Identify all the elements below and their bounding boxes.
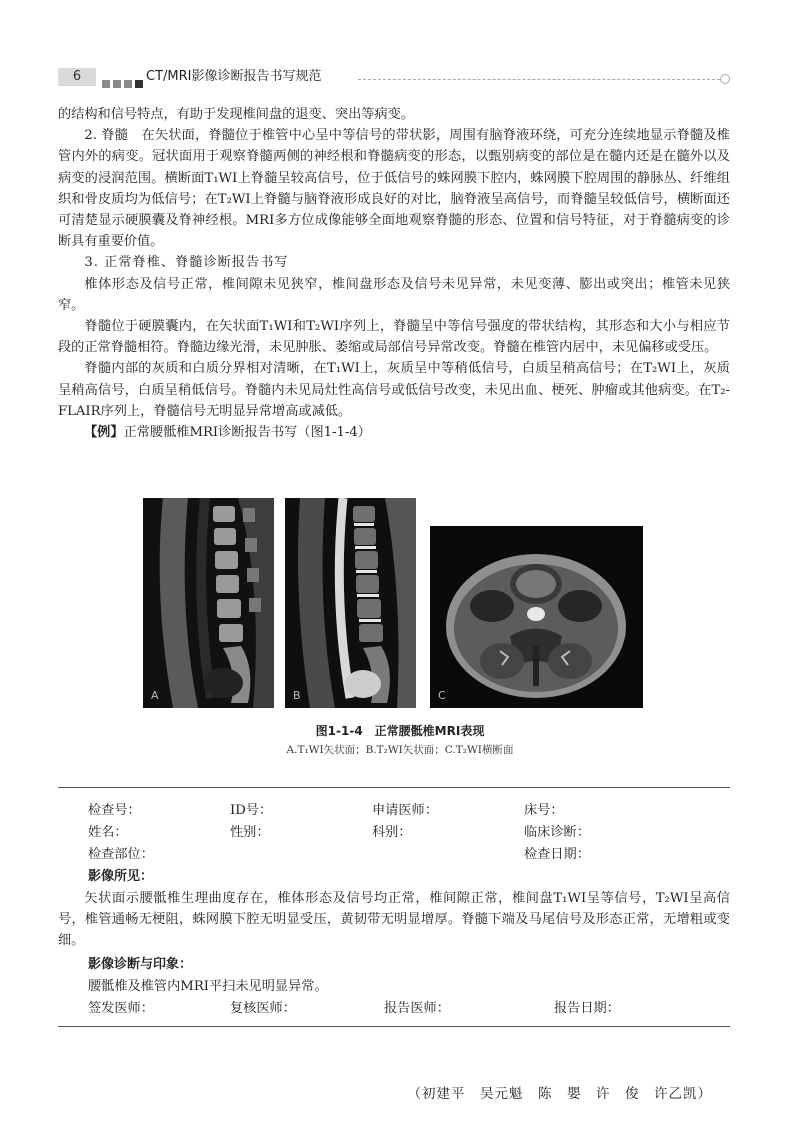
book-title: CT/MRI影像诊断报告书写规范: [146, 69, 322, 84]
report-top-rule: [58, 787, 730, 788]
report-bottom-rule: [58, 1026, 730, 1027]
page-number: 6: [58, 68, 96, 86]
paragraph-vertebra: 椎体形态及信号正常，椎间隙未见狭窄，椎间盘形态及信号未见异常，未见变薄、膨出或突出；椎管未见狭窄。: [58, 276, 730, 313]
figure-subcaption: A.T₁WI矢状面；B.T₂WI矢状面；C.T₂WI横断面: [286, 744, 514, 756]
field-exam-date: 检查日期：: [524, 847, 590, 862]
findings-block: [58, 888, 730, 952]
example-tag: 【例】: [84, 425, 124, 441]
paragraph-spinal-cord: 2. 脊髓 在矢状面，脊髓位于椎管中心呈中等信号的带状影，周围有脑脊液环绕，可充分连续地显示脊髓及椎管内外的病变。冠状面用于观察脊髓两侧的神经根和脊髓病变的形态，以甄别病变的部位是在髓内还是在髓外以及病变的浸润范围。横断面T₁WI上脊髓呈较高信号，位于低信号的蛛网膜下腔内，蛛网膜下腔周围的静脉丛、纤维组织和骨皮质均为低信号；在T₂WI上脊髓与脑脊液形成良好的对比，脑脊液呈高信号，而脊髓呈较低信号，横断面还可清楚显示硬膜囊及脊神经根。MRI多方位成像能够全面地观察脊髓的形态、位置和信号特征，对于脊髓病变的诊断具有重要价值。: [58, 128, 730, 250]
paragraph-continued: 的结构和信号特点，有助于发现椎间盘的退变、突出等病变。: [58, 107, 415, 122]
field-clinical-diagnosis: 临床诊断：: [524, 825, 590, 840]
field-requesting-doctor: 申请医师：: [372, 803, 438, 818]
mri-image-t2-sagittal: [285, 498, 416, 708]
header-end-dot: [720, 74, 730, 84]
mri-figure: [143, 498, 643, 708]
report-form-lower: [88, 954, 730, 1044]
field-report-date: 报告日期：: [554, 1001, 620, 1016]
page-header: [58, 64, 730, 90]
field-name: 姓名：: [88, 825, 128, 840]
example-line: [58, 422, 730, 443]
impression-text: 腰骶椎及椎管内MRI平扫未见明显异常。: [88, 979, 328, 994]
field-sex: 性别：: [230, 825, 270, 840]
field-bed-no: 床号：: [524, 803, 564, 818]
paragraph-cord-internal: 脊髓内部的灰质和白质分界相对清晰，在T₁WI上，灰质呈中等稍低信号，白质呈稍高信号；在T₂WI上，灰质呈稍高信号，白质呈稍低信号。脊髓内未见局灶性高信号或低信号改变，未见出血、梗死、肿瘤或其他病变。在T₂-FLAIR序列上，脊髓信号无明显异常增高或减低。: [58, 361, 730, 419]
mri-label-a: A: [151, 689, 159, 702]
field-exam-no: 检查号：: [88, 803, 141, 818]
authors-line: （初建平 吴元魁 陈 嬰 许 俊 许乙凯）: [407, 1086, 712, 1102]
field-exam-site: 检查部位：: [88, 847, 154, 862]
paragraph-cord-position: 脊髓位于硬膜囊内，在矢状面T₁WI和T₂WI序列上，脊髓呈中等信号强度的带状结构，其形态和大小与相应节段的正常脊髓相符。脊髓边缘光滑，未见肿胀、萎缩或局部信号异常改变。脊髓在椎管内居中，未见偏移或受压。: [58, 319, 730, 356]
impression-heading: 影像诊断与印象：: [88, 957, 193, 972]
mri-label-b: B: [293, 689, 301, 702]
subheading-report-writing: 3. 正常脊椎、脊髓诊断报告书写: [84, 255, 289, 271]
mri-label-c: C: [438, 689, 446, 702]
field-signing-doctor: 签发医师：: [88, 1001, 154, 1016]
findings-heading: 影像所见：: [88, 869, 154, 884]
example-text: 正常腰骶椎MRI诊断报告书写（图1-1-4）: [123, 425, 371, 441]
findings-text: 矢状面示腰骶椎生理曲度存在，椎体形态及信号均正常，椎间隙正常，椎间盘T₁WI呈等信号，T₂WI呈高信号，椎管通畅无梗阻，蛛网膜下腔无明显受压，黄韧带无明显增厚。脊髓下端及马尾信号及形态正常，无增粗或变细。: [58, 891, 730, 949]
header-decoration-squares: [102, 73, 146, 92]
figure-caption: 图1-1-4 正常腰骶椎MRI表现: [315, 724, 485, 738]
header-dashed-rule: [358, 79, 720, 80]
field-reviewing-doctor: 复核医师：: [230, 1001, 296, 1016]
field-report-doctor: 报告医师：: [384, 1001, 450, 1016]
field-id-no: ID号：: [230, 803, 273, 818]
field-department: 科别：: [372, 825, 412, 840]
mri-image-t2-axial: [430, 526, 643, 708]
mri-image-t1-sagittal: [143, 498, 274, 708]
body-text: [58, 104, 730, 443]
